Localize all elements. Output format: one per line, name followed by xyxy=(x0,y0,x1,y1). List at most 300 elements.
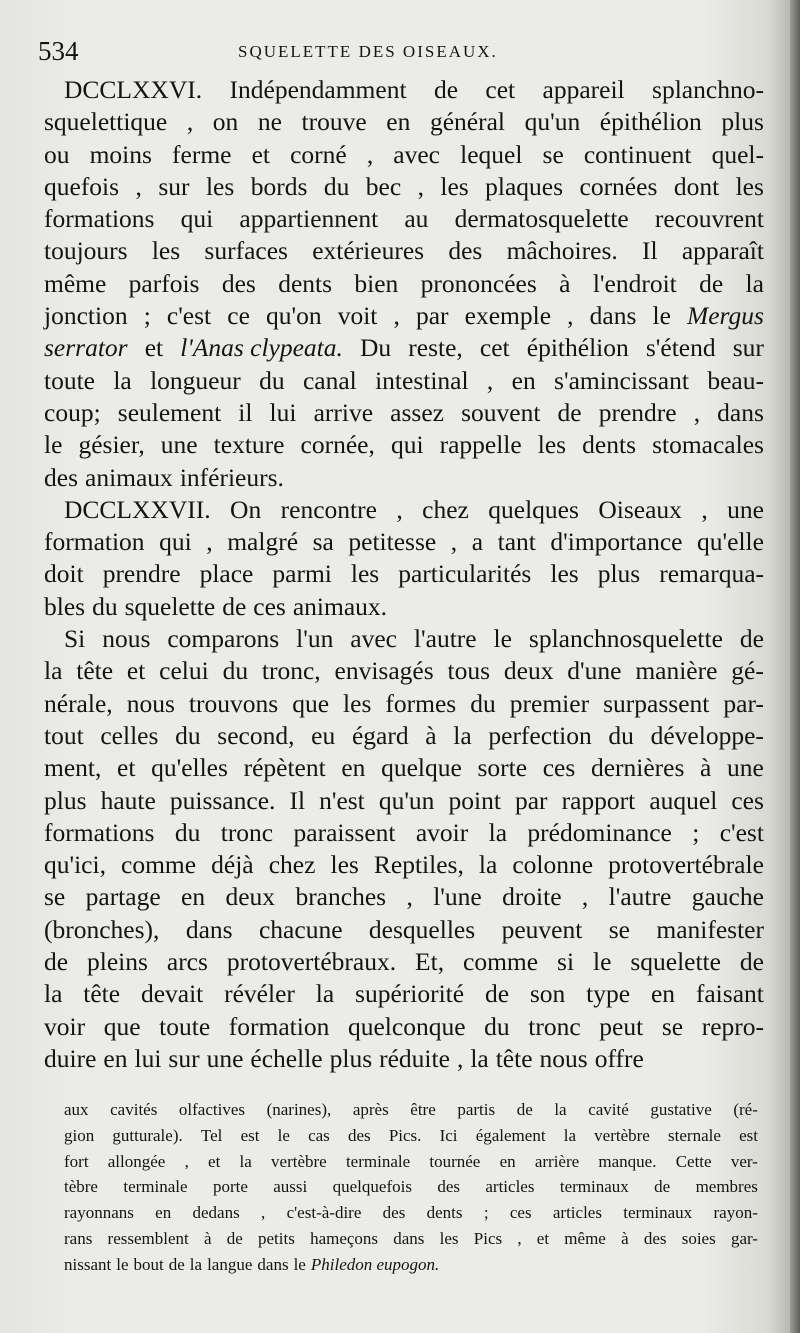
word: prononcées xyxy=(420,268,537,298)
word: formation xyxy=(228,1011,330,1041)
word: formations xyxy=(44,204,155,234)
word: arrive xyxy=(313,397,374,427)
word: parfois xyxy=(128,268,200,298)
word: gauche xyxy=(691,882,764,912)
word: , xyxy=(135,171,142,201)
word: plus xyxy=(721,107,764,137)
word: se xyxy=(608,914,630,944)
text-line xyxy=(44,106,764,138)
page-header xyxy=(38,36,758,70)
word: plus xyxy=(597,559,641,589)
word: animaux. xyxy=(292,591,388,621)
word: les xyxy=(151,236,181,266)
word: du xyxy=(174,817,201,847)
word: nous xyxy=(102,624,151,654)
word: serrator xyxy=(44,333,128,363)
word: c'est-à-dire xyxy=(286,1203,362,1223)
word: jonction xyxy=(44,301,128,331)
word: qu'ici, xyxy=(44,850,106,880)
word: le xyxy=(493,624,512,654)
word: en xyxy=(511,365,536,395)
word: la xyxy=(745,268,764,298)
word: voit xyxy=(337,301,378,331)
word: premier xyxy=(509,688,590,718)
word: avec xyxy=(350,624,398,654)
word: supériorité xyxy=(355,979,465,1009)
word: de xyxy=(222,591,247,621)
word: que xyxy=(103,1011,141,1041)
word: des xyxy=(44,462,78,492)
word: l'autre xyxy=(413,624,477,654)
word: dents xyxy=(582,430,636,460)
word: en xyxy=(341,753,366,783)
word: rayonnans xyxy=(64,1203,134,1223)
word: branches xyxy=(295,882,387,912)
word: et xyxy=(208,1151,221,1171)
word: quel- xyxy=(711,139,764,169)
word: formations xyxy=(44,817,155,847)
word: général xyxy=(429,107,505,137)
word: la xyxy=(315,979,335,1009)
word: dedans xyxy=(192,1203,240,1223)
word: ver- xyxy=(730,1151,758,1171)
word: par xyxy=(514,785,548,815)
word: et xyxy=(117,753,136,783)
word: plus xyxy=(329,1043,373,1073)
page-number: 534 xyxy=(38,36,79,66)
word: dernières xyxy=(590,753,685,783)
word: offre xyxy=(594,1043,644,1073)
word: peut xyxy=(599,1011,644,1041)
text-line xyxy=(44,300,764,332)
word: dents xyxy=(278,268,333,298)
word: DCCLXXVI. xyxy=(64,75,203,104)
word: , xyxy=(517,1228,522,1248)
word: le xyxy=(44,430,63,460)
word: stomacales xyxy=(652,430,764,460)
word: Pics xyxy=(473,1228,503,1248)
word: du xyxy=(323,171,350,201)
word: gustative xyxy=(650,1100,712,1119)
word: nous xyxy=(539,1043,588,1073)
word: terminale xyxy=(123,1177,188,1197)
word: desquelles xyxy=(368,914,476,944)
word: plus xyxy=(44,785,87,815)
word: tête xyxy=(76,656,114,686)
word: une xyxy=(727,753,764,783)
word: toute xyxy=(44,365,95,395)
word: par- xyxy=(723,688,764,718)
word: , xyxy=(206,527,213,557)
word: cornée, xyxy=(300,430,375,460)
word: lui xyxy=(134,1043,162,1073)
word: tournée xyxy=(429,1151,481,1171)
word: c'est xyxy=(166,301,212,331)
word: voir xyxy=(44,1011,86,1041)
word: d'importance xyxy=(550,527,683,557)
word: des xyxy=(643,1228,667,1248)
word: de xyxy=(739,624,764,654)
word: à xyxy=(700,753,712,783)
word: intestinal xyxy=(375,365,469,395)
word: , xyxy=(417,171,424,201)
text-line xyxy=(44,462,764,494)
word: tout xyxy=(44,720,84,750)
word: et xyxy=(251,139,270,169)
word: petitesse xyxy=(348,527,437,557)
word: Et, xyxy=(415,947,445,977)
word: bout xyxy=(133,1254,164,1274)
word: développe- xyxy=(650,720,764,750)
footnote-line xyxy=(64,1149,758,1175)
word: se xyxy=(661,1011,684,1041)
word: hameçons xyxy=(310,1228,379,1248)
word: tant xyxy=(497,527,536,557)
word: petits xyxy=(258,1228,295,1248)
word: la xyxy=(554,1100,567,1119)
word: surpassent xyxy=(603,688,710,718)
word: nous xyxy=(126,688,175,718)
word: tête xyxy=(495,1043,533,1073)
word: squelette xyxy=(630,947,721,977)
word: en xyxy=(650,979,676,1009)
text-line xyxy=(44,688,764,720)
word: aussi xyxy=(273,1177,308,1197)
word: du xyxy=(608,720,634,750)
word: , xyxy=(393,301,400,331)
text-line xyxy=(44,817,764,849)
word: doit xyxy=(44,559,84,589)
word: terminaux xyxy=(559,1177,629,1197)
word: déjà xyxy=(211,850,254,880)
word: dents xyxy=(426,1203,463,1223)
word: de xyxy=(654,1177,671,1197)
word: les xyxy=(343,688,372,718)
word: une xyxy=(160,430,198,460)
word: cavités xyxy=(110,1100,158,1119)
main-text xyxy=(44,74,764,1075)
word: rencontre xyxy=(280,494,377,524)
word: allongée xyxy=(107,1151,166,1171)
word: Reptiles, xyxy=(373,850,464,880)
word: à xyxy=(203,1228,212,1248)
word: eu xyxy=(311,720,336,750)
word: comme xyxy=(121,850,197,880)
word: haute xyxy=(100,785,156,815)
word: a xyxy=(471,527,484,557)
word: mâchoires. xyxy=(506,236,618,266)
word: les xyxy=(537,430,567,460)
word: chez xyxy=(422,494,469,524)
word: si xyxy=(557,947,575,977)
word: lequel xyxy=(460,139,523,169)
word: qui xyxy=(159,527,192,557)
word: sternale xyxy=(668,1125,721,1145)
footnote-line xyxy=(64,1123,758,1149)
word: assez xyxy=(390,397,444,427)
word: et xyxy=(536,1228,550,1248)
word: (bronches), xyxy=(44,914,160,944)
text-line xyxy=(44,655,764,687)
word: paraissent xyxy=(293,817,396,847)
word: splanchnosquelette xyxy=(528,624,723,654)
word: c'est xyxy=(719,817,764,847)
word: malgré xyxy=(227,527,299,557)
word: se xyxy=(542,139,564,169)
word: une xyxy=(727,494,764,524)
footnote-line xyxy=(64,1226,758,1252)
footnote-line xyxy=(64,1174,758,1200)
text-line xyxy=(44,332,764,364)
word: la xyxy=(189,1254,203,1274)
word: de xyxy=(433,75,459,104)
word: partage xyxy=(85,882,161,912)
word: surfaces xyxy=(204,236,288,266)
word: (ré- xyxy=(733,1100,758,1119)
word: point xyxy=(448,785,501,815)
word: , xyxy=(186,107,194,137)
footnote-line xyxy=(64,1200,758,1226)
word: qu'elle xyxy=(697,527,764,557)
word: est xyxy=(739,1125,758,1145)
word: est xyxy=(240,1125,260,1145)
word: sur xyxy=(732,333,764,363)
word: arcs xyxy=(166,947,208,977)
word: tête xyxy=(83,979,121,1009)
word: ce xyxy=(227,301,250,331)
word: vertèbre xyxy=(594,1125,650,1145)
word: Du xyxy=(360,333,392,363)
word: droite xyxy=(502,882,562,912)
word: fort xyxy=(64,1151,89,1171)
word: , xyxy=(406,882,413,912)
word: quelconque xyxy=(347,1011,466,1041)
word: , xyxy=(450,527,458,557)
text-line xyxy=(44,235,764,267)
word: olfactives xyxy=(178,1100,245,1119)
word: coup; xyxy=(44,397,101,427)
word: Philedon eupogon. xyxy=(310,1254,440,1274)
word: faisant xyxy=(695,979,764,1009)
word: la xyxy=(563,1125,576,1145)
text-line xyxy=(44,139,764,171)
word: la xyxy=(239,1151,252,1171)
word: manque. xyxy=(598,1151,657,1171)
word: de xyxy=(739,947,764,977)
word: articles xyxy=(485,1177,535,1197)
word: du xyxy=(175,720,201,750)
word: en xyxy=(155,1203,172,1223)
word: épithélion xyxy=(599,107,702,137)
word: la xyxy=(488,817,508,847)
word: cas xyxy=(308,1125,330,1145)
word: l'une xyxy=(433,882,482,912)
word: prédominance xyxy=(527,817,672,847)
word: lui xyxy=(269,397,297,427)
word: peuvent xyxy=(501,914,583,944)
word: une xyxy=(206,1043,244,1073)
word: son xyxy=(529,979,566,1009)
word: ment, xyxy=(44,753,102,783)
word: repro- xyxy=(701,1011,764,1041)
word: parmi xyxy=(272,559,332,589)
text-line xyxy=(44,397,764,429)
word: Cette xyxy=(675,1151,712,1171)
word: la xyxy=(453,720,472,750)
word: porte xyxy=(212,1177,248,1197)
word: , xyxy=(184,1151,189,1171)
text-line xyxy=(44,623,764,655)
word: égard xyxy=(351,720,409,750)
word: la xyxy=(44,979,63,1009)
word: colonne xyxy=(512,850,594,880)
word: longueur xyxy=(150,365,241,395)
word: Mergus xyxy=(687,301,764,331)
word: duire xyxy=(44,1043,97,1073)
word: formation xyxy=(44,527,145,557)
word: toute xyxy=(159,1011,211,1041)
text-line xyxy=(44,203,764,235)
word: chacune xyxy=(258,914,343,944)
word: réduite xyxy=(379,1043,450,1073)
word: de xyxy=(516,1100,533,1119)
word: qu'un xyxy=(524,107,581,137)
word: trouve xyxy=(301,107,367,137)
footnote-line xyxy=(64,1097,758,1123)
word: Indépendamment xyxy=(229,75,407,104)
word: sa xyxy=(312,527,334,557)
word: pleins xyxy=(87,947,148,977)
word: rapport xyxy=(561,785,636,815)
text-line xyxy=(44,978,764,1010)
word: corné xyxy=(290,139,347,169)
word: les xyxy=(330,850,359,880)
word: sur xyxy=(168,1043,200,1073)
word: protovertébrale xyxy=(608,850,764,880)
word: , xyxy=(261,1203,266,1223)
word: au xyxy=(404,204,429,234)
word: sorte xyxy=(477,753,528,783)
word: qui xyxy=(390,430,424,460)
word: langue xyxy=(207,1254,253,1274)
word: de xyxy=(226,1228,243,1248)
word: rans xyxy=(64,1228,93,1248)
word: du xyxy=(92,591,118,621)
word: ces xyxy=(253,591,286,621)
text-line xyxy=(44,1043,764,1075)
word: s'amincissant xyxy=(554,365,689,395)
word: plaques xyxy=(485,171,564,201)
word: beau- xyxy=(707,365,764,395)
word: celui xyxy=(159,656,209,686)
footnote-line xyxy=(64,1252,758,1278)
word: gutturale). xyxy=(112,1125,183,1145)
word: gion xyxy=(64,1125,95,1145)
word: toujours xyxy=(44,236,128,266)
word: le xyxy=(277,1125,290,1145)
word: vertèbre xyxy=(271,1151,327,1171)
word: , xyxy=(581,882,589,912)
text-line xyxy=(44,74,764,106)
running-title: SQUELETTE DES OISEAUX. xyxy=(238,42,498,61)
word: l'Anas clypeata. xyxy=(180,333,343,363)
word: à xyxy=(621,1228,629,1248)
word: devait xyxy=(140,979,204,1009)
word: être xyxy=(410,1100,436,1119)
word: ressemblent xyxy=(107,1228,189,1248)
word: le xyxy=(592,947,612,977)
word: de xyxy=(168,1254,185,1274)
text-line xyxy=(44,365,764,397)
word: des xyxy=(221,268,256,298)
word: soies xyxy=(681,1228,716,1248)
text-line xyxy=(44,752,764,784)
word: qu'on xyxy=(266,301,322,331)
word: des xyxy=(382,1203,406,1223)
word: manifester xyxy=(656,914,764,944)
word: ; xyxy=(143,301,151,331)
word: , xyxy=(456,1043,464,1073)
word: envisagés xyxy=(334,656,434,686)
word: dans xyxy=(257,1254,289,1274)
word: chez xyxy=(268,850,316,880)
word: on xyxy=(212,107,239,137)
word: l'autre xyxy=(608,882,672,912)
word: remarqua- xyxy=(659,559,764,589)
word: puissance. xyxy=(169,785,276,815)
word: , xyxy=(366,139,374,169)
word: , xyxy=(701,494,708,524)
word: s'étend xyxy=(645,333,716,363)
word: les xyxy=(550,559,579,589)
word: tous xyxy=(447,656,491,686)
word: à xyxy=(425,720,437,750)
word: quelquefois xyxy=(332,1177,412,1197)
word: de xyxy=(484,979,510,1009)
word: le xyxy=(293,1254,306,1274)
word: épithélion xyxy=(526,333,629,363)
word: dans xyxy=(185,914,233,944)
word: prendre xyxy=(102,559,181,589)
word: arrière xyxy=(534,1151,580,1171)
footnote-block xyxy=(64,1097,758,1278)
word: de xyxy=(557,397,582,427)
word: , xyxy=(396,494,403,524)
word: bec xyxy=(365,171,402,201)
word: dont xyxy=(673,171,720,201)
word: second, xyxy=(217,720,295,750)
word: quefois xyxy=(44,171,120,201)
word: des xyxy=(448,236,483,266)
word: auquel xyxy=(649,785,718,815)
word: ferme xyxy=(172,139,232,169)
word: recouvrent xyxy=(654,204,764,234)
word: les xyxy=(440,171,469,201)
word: moins xyxy=(89,139,152,169)
word: ; xyxy=(483,1203,489,1223)
text-line xyxy=(44,429,764,461)
word: squelette xyxy=(124,591,216,621)
word: type xyxy=(586,979,631,1009)
word: gésier, xyxy=(78,430,145,460)
word: deux xyxy=(503,656,554,686)
word: Tel xyxy=(200,1125,223,1145)
word: et xyxy=(144,333,164,363)
word: cet xyxy=(485,75,516,104)
text-line xyxy=(44,849,764,881)
word: répètent xyxy=(243,753,326,783)
word: quelques xyxy=(488,494,579,524)
